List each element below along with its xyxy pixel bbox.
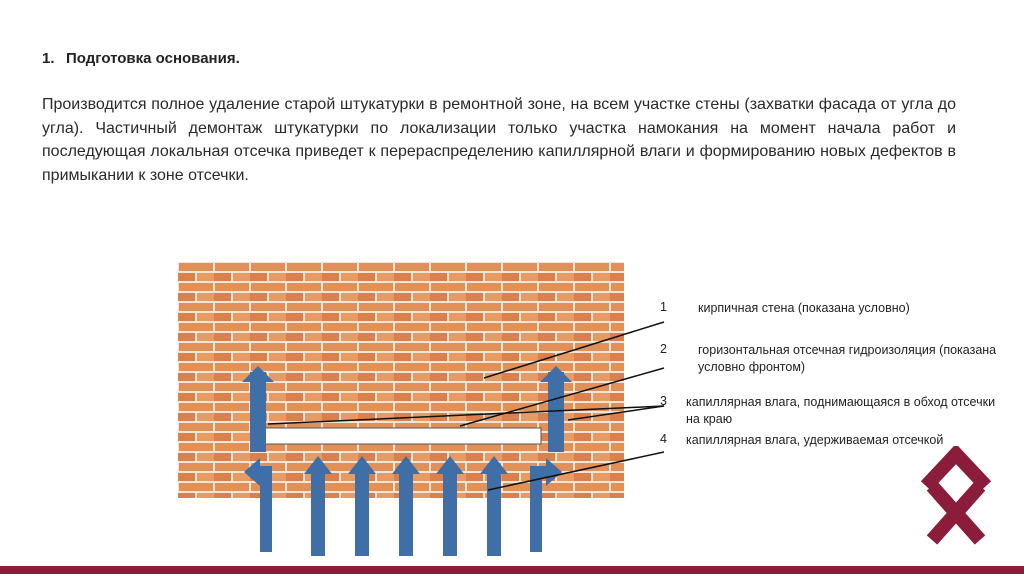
held-arrows <box>304 456 508 556</box>
legend-text: капиллярная влага, поднимающаяся в обход отсечки на краю <box>686 395 996 426</box>
section-number: 1. <box>42 50 55 67</box>
legend-text: горизонтальная отсечная гидроизоляция (показана условно фронтом) <box>698 343 997 374</box>
waterproofing-strip <box>265 428 541 444</box>
legend-number: 1 <box>660 300 667 314</box>
held-arrow-5 <box>480 456 508 556</box>
bent-arrow-right <box>536 458 562 552</box>
legend-number: 4 <box>660 432 667 446</box>
bypass-arrow-right <box>540 366 572 452</box>
bent-arrow-left <box>244 458 266 552</box>
held-arrow-4 <box>436 456 464 556</box>
legend-text: капиллярная влага, удерживаемая отсечкой <box>686 433 944 447</box>
diagram-overlay <box>178 262 624 562</box>
legend-text: кирпичная стена (показана условно) <box>698 301 910 315</box>
legend-number: 3 <box>660 394 667 408</box>
section-title: Подготовка основания. <box>66 50 240 67</box>
leader-line-4 <box>488 452 664 490</box>
held-arrow-1 <box>304 456 332 556</box>
section-heading <box>42 50 240 67</box>
body-paragraph: Производится полное удаление старой штукатурки в ремонтной зоне, на всем участке стены (захватки фасада от угла до угла). Частичный демонтаж штукатурки по локализации только участка намокания на момент начала работ и последующая локальная отсечка приведет к перераспределению капиллярной влаги и формированию новых дефектов в примыкании к зоне отсечки. <box>42 96 956 184</box>
bottom-accent-bar <box>0 566 1024 574</box>
diagram <box>178 262 624 498</box>
held-arrow-3 <box>392 456 420 556</box>
held-arrow-2 <box>348 456 376 556</box>
leader-line-1 <box>484 322 664 378</box>
leader-lines <box>268 322 664 490</box>
crossed-ribbon-logo-icon <box>916 446 996 546</box>
legend-number: 2 <box>660 342 667 356</box>
